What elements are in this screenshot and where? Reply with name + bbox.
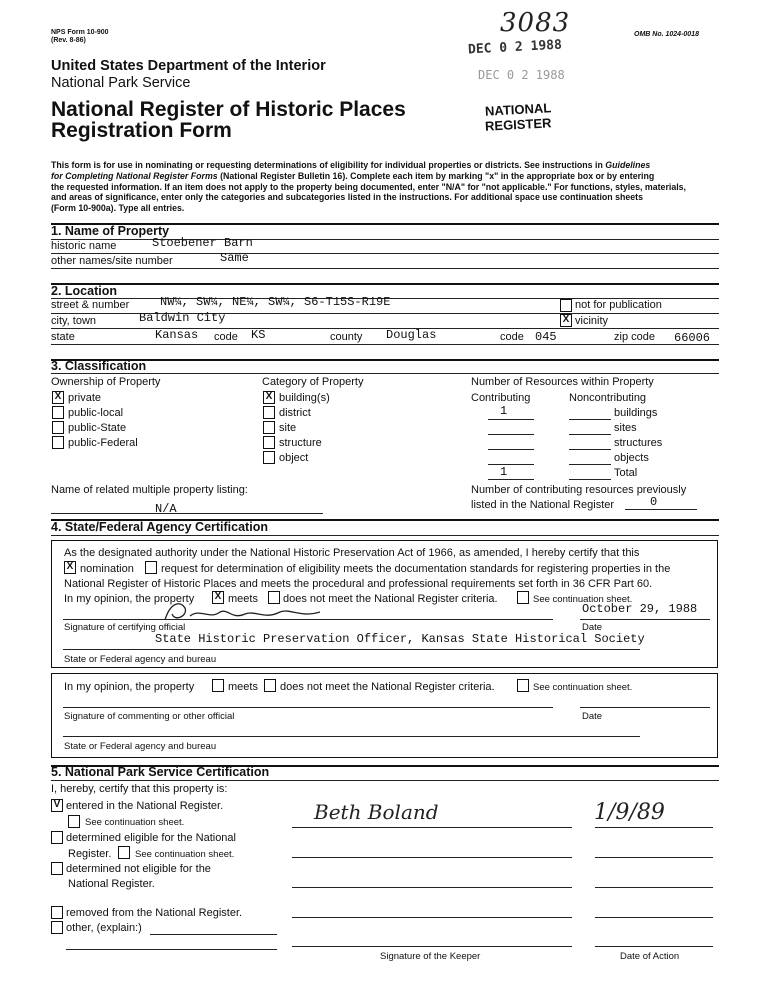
service-name: National Park Service	[51, 75, 191, 91]
county-code-value[interactable]: 045	[535, 330, 557, 344]
agency-label: State or Federal agency and bureau	[64, 654, 217, 665]
action-date-value[interactable]: 1/9/89	[594, 800, 665, 825]
agency-value[interactable]: State Historic Preservation Officer, Kansas State Historical Society	[155, 632, 645, 646]
multiple-listing-value[interactable]: N/A	[155, 502, 177, 516]
certification-date-value[interactable]: October 29, 1988	[582, 602, 698, 616]
commenting-signature-label: Signature of commenting or other official	[64, 711, 235, 722]
vicinity-label: vicinity	[575, 315, 609, 327]
street-value[interactable]: NW¼, SW¼, NE¼, SW¼, S6-T15S-R19E	[160, 295, 391, 309]
not-eligible-checkbox[interactable]	[51, 862, 63, 875]
removed-label: removed from the National Register.	[66, 907, 243, 919]
not-for-publication-checkbox[interactable]	[560, 299, 572, 312]
historic-name-value[interactable]: Stoebener Barn	[152, 236, 253, 250]
historic-name-label: historic name	[51, 240, 117, 252]
ownership-public-federal-label: public-Federal	[68, 437, 138, 449]
agency-2-label: State or Federal agency and bureau	[64, 741, 217, 752]
eligible-label-2: Register.	[68, 848, 112, 860]
continuation-label-1: See continuation sheet.	[533, 594, 633, 605]
keeper-signature[interactable]: Beth Boland	[314, 800, 439, 824]
city-value[interactable]: Baldwin City	[139, 311, 226, 325]
category-district-label: district	[279, 407, 311, 419]
noncontributing-label: Noncontributing	[569, 392, 647, 404]
form-title-1: National Register of Historic Places	[51, 98, 406, 121]
ownership-public-state-checkbox[interactable]	[52, 421, 64, 434]
city-label: city, town	[51, 315, 97, 327]
category-object-checkbox[interactable]	[263, 451, 275, 464]
nomination-label: nomination	[80, 563, 134, 575]
form-title-2: Registration Form	[51, 119, 232, 142]
certifying-signature-label: Signature of certifying official	[64, 622, 186, 633]
section-5-heading: 5. National Park Service Certification	[51, 765, 270, 779]
eligible-continuation-label: See continuation sheet.	[135, 849, 235, 860]
zip-label: zip code	[614, 331, 655, 343]
other-names-value[interactable]: Same	[220, 251, 249, 265]
vicinity-mark: X	[562, 314, 570, 325]
does-not-meet-2-checkbox[interactable]	[264, 679, 276, 692]
contributing-buildings-value[interactable]: 1	[500, 404, 508, 418]
category-building-mark: X	[265, 391, 273, 402]
resources-heading: Number of Resources within Property	[471, 376, 654, 388]
eligible-continuation-checkbox[interactable]	[118, 846, 130, 859]
county-value[interactable]: Douglas	[386, 328, 437, 342]
previously-listed-value[interactable]: 0	[650, 495, 658, 509]
buildings-label: buildings	[614, 407, 658, 419]
ownership-public-state-label: public-State	[68, 422, 127, 434]
eligible-checkbox[interactable]	[51, 831, 63, 844]
does-not-meet-label: does not meet the National Register criteria.	[283, 593, 498, 605]
nomination-mark: X	[66, 561, 74, 572]
contributing-total-value[interactable]: 1	[500, 465, 508, 479]
county-label: county	[330, 331, 363, 343]
stamp-date-1: DEC 0 2 1988	[467, 37, 563, 58]
category-site-checkbox[interactable]	[263, 421, 275, 434]
category-structure-label: structure	[279, 437, 322, 449]
state-label: state	[51, 331, 75, 343]
stamp-number: 3083	[500, 8, 571, 38]
category-structure-checkbox[interactable]	[263, 436, 275, 449]
not-eligible-label-1: determined not eligible for the	[66, 863, 211, 875]
state-code-value[interactable]: KS	[251, 328, 266, 342]
other-label: other, (explain:)	[66, 922, 142, 934]
category-site-label: site	[279, 422, 297, 434]
continuation-checkbox-1[interactable]	[517, 591, 529, 604]
meets-label: meets	[228, 593, 258, 605]
structures-label: structures	[614, 437, 663, 449]
request-checkbox[interactable]	[145, 561, 157, 574]
ownership-public-federal-checkbox[interactable]	[52, 436, 64, 449]
request-text: request for determination of eligibility meets the documentation standards for registering properties in the	[161, 563, 671, 575]
instructions: This form is for use in nominating or requesting determinations of eligibility for individual properties or districts. See instructions in Guidelines for Completing National Register Forms (National Register Bulletin 16). Complete each item by marking "x" in the appropriate box or by entering the requested information. If an item does not apply to the property being documented, enter "N/A" for "not applicable." For functions, styles, materials, and areas of significance, enter only the categories and subcategories listed in the instructions. For additional space use continuation sheets (Form 10-900a). Type all entries.	[51, 160, 686, 214]
removed-checkbox[interactable]	[51, 906, 63, 919]
ownership-private-label: private	[68, 392, 102, 404]
multiple-listing-label: Name of related multiple property listing:	[51, 484, 248, 496]
state-code-label: code	[214, 331, 238, 343]
meets-mark: X	[214, 591, 222, 602]
previously-listed-label-1: Number of contributing resources previously	[471, 484, 687, 496]
ownership-public-local-label: public-local	[68, 407, 124, 419]
eligible-label-1: determined eligible for the National	[66, 832, 236, 844]
meets-2-checkbox[interactable]	[212, 679, 224, 692]
street-label: street & number	[51, 299, 130, 311]
section-1-heading: 1. Name of Property	[51, 224, 170, 238]
other-names-label: other names/site number	[51, 255, 173, 267]
ownership-public-local-checkbox[interactable]	[52, 406, 64, 419]
stamp-register: REGISTER	[484, 115, 552, 134]
other-checkbox[interactable]	[51, 921, 63, 934]
entered-label: entered in the National Register.	[66, 800, 224, 812]
stamp-date-2: DEC 0 2 1988	[478, 68, 565, 82]
meets-2-label: meets	[228, 681, 258, 693]
contributing-label: Contributing	[471, 392, 531, 404]
opinion-2-label: In my opinion, the property	[64, 681, 195, 693]
certification-para-3: National Register of Historic Places and meets the procedural and professional requirements set forth in 36 CFR Part 60.	[64, 578, 653, 590]
form-revision: (Rev. 8-86)	[51, 37, 86, 44]
section-2-heading: 2. Location	[51, 284, 117, 298]
form-number: NPS Form 10-900	[51, 29, 109, 36]
action-date-label: Date of Action	[620, 951, 680, 962]
objects-label: objects	[614, 452, 649, 464]
state-value[interactable]: Kansas	[155, 328, 199, 342]
entered-continuation-checkbox[interactable]	[68, 815, 80, 828]
previously-listed-label-2: listed in the National Register	[471, 499, 615, 511]
entered-continuation-label: See continuation sheet.	[85, 817, 185, 828]
ownership-private-mark: X	[54, 391, 62, 402]
not-for-publication-label: not for publication	[575, 299, 662, 311]
sites-label: sites	[614, 422, 637, 434]
entered-mark: V	[53, 799, 61, 810]
zip-value[interactable]: 66006	[674, 331, 711, 345]
category-district-checkbox[interactable]	[263, 406, 275, 419]
certifying-signature	[160, 598, 330, 628]
keeper-signature-label: Signature of the Keeper	[380, 951, 481, 962]
total-label: Total	[614, 467, 638, 479]
nps-intro: I, hereby, certify that this property is:	[51, 783, 228, 795]
category-building-label: building(s)	[279, 392, 330, 404]
department-name: United States Department of the Interior	[51, 58, 326, 74]
omb-number: OMB No. 1024-0018	[634, 31, 699, 38]
stamp-national: NATIONAL	[484, 100, 552, 119]
category-object-label: object	[279, 452, 309, 464]
continuation-label-2: See continuation sheet.	[533, 682, 633, 693]
section-4-heading: 4. State/Federal Agency Certification	[51, 520, 268, 534]
commenting-date-label: Date	[582, 711, 603, 722]
certification-date-label: Date	[582, 622, 603, 633]
ownership-heading: Ownership of Property	[51, 376, 161, 388]
not-eligible-label-2: National Register.	[68, 878, 155, 890]
section-3-heading: 3. Classification	[51, 359, 147, 373]
category-heading: Category of Property	[262, 376, 364, 388]
county-code-label: code	[500, 331, 524, 343]
opinion-label: In my opinion, the property	[64, 593, 195, 605]
certification-para-1: As the designated authority under the National Historic Preservation Act of 1966, as amended, I hereby certify that this	[64, 547, 640, 559]
does-not-meet-2-label: does not meet the National Register criteria.	[280, 681, 495, 693]
continuation-checkbox-2[interactable]	[517, 679, 529, 692]
